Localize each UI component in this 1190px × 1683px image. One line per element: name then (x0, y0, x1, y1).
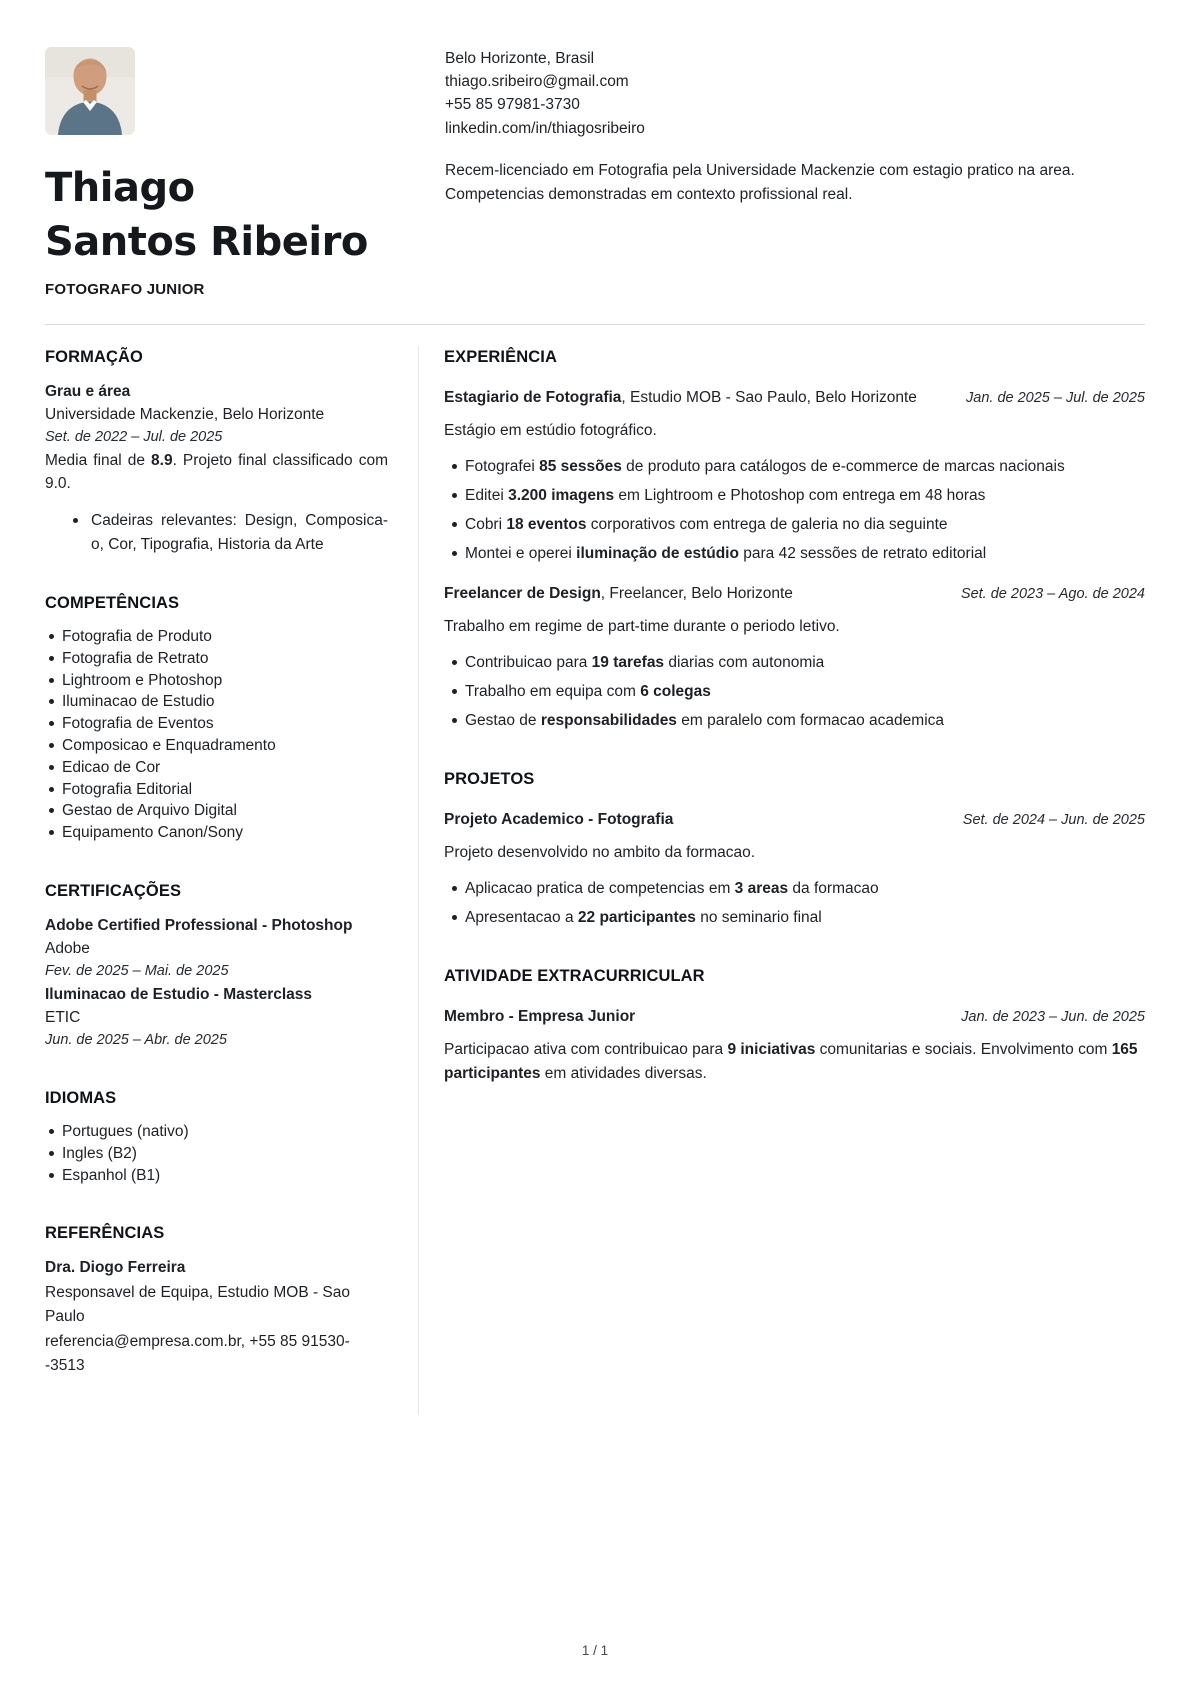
education-degree: Grau e área (45, 383, 131, 400)
left-column (45, 346, 388, 1415)
job-description: Estágio em estúdio fotográfico. (444, 422, 657, 439)
job-entry (444, 386, 1145, 565)
project-dates: Set. de 2024 – Jun. de 2025 (962, 812, 1145, 828)
skill-item: Edicao de Cor (45, 757, 388, 779)
education-description: Media final de 8.9. Projeto final classificado com 9.0. (45, 452, 388, 492)
project-bullet-item: Apresentacao a 22 participantes no seminario final (444, 906, 1145, 929)
reference-role: Responsavel de Equipa, Estudio MOB - Sao Paulo (45, 1283, 351, 1326)
header-divider (45, 324, 1145, 325)
atividade-heading: ATIVIDADE EXTRACURRICULAR (444, 967, 705, 985)
header-contact-block (445, 47, 1145, 301)
skill-item: Iluminacao de Estudio (45, 691, 388, 713)
job-dates: Jan. de 2025 – Jul. de 2025 (966, 390, 1145, 406)
page-indicator: 1 / 1 (581, 1643, 609, 1658)
certification-name: Adobe Certified Professional - Photoshop (45, 916, 353, 934)
experiencia-heading: EXPERIÊNCIA (444, 348, 557, 366)
project-header (444, 808, 1145, 832)
job-bullets (444, 651, 1145, 732)
language-item: Portugues (nativo) (45, 1121, 388, 1143)
contact-email: thiago.sribeiro@gmail.com (445, 73, 629, 91)
section-experiencia (444, 346, 1145, 732)
candidate-name (45, 161, 445, 269)
job-entry (444, 582, 1145, 732)
formacao-heading: FORMAÇÃO (45, 348, 143, 366)
identity-block (45, 47, 445, 301)
section-formacao (45, 346, 388, 556)
projetos-heading: PROJETOS (444, 770, 535, 788)
job-bullets (444, 455, 1145, 565)
activity-header (444, 1005, 1145, 1029)
activity-description: Participacao ativa com contribuicao para 9 iniciativas comunitarias e sociais. Envolvimento com 165 participantes em atividades diversas. (444, 1041, 1138, 1082)
languages-list (45, 1121, 388, 1186)
content-columns (45, 346, 1145, 1415)
contact-phone: +55 85 97981-3730 (445, 96, 580, 114)
certification-entry (45, 983, 388, 1051)
certificacoes-heading: CERTIFICAÇÕES (45, 881, 182, 900)
reference-name: Dra. Diogo Ferreira (45, 1259, 186, 1277)
job-bullet-item: Montei e operei iluminação de estúdio para 42 sessões de retrato editorial (444, 542, 1145, 565)
education-school: Universidade Mackenzie, Belo Horizonte (45, 406, 325, 423)
idiomas-heading: IDIOMAS (45, 1088, 117, 1107)
certification-dates: Fev. de 2025 – Mai. de 2025 (45, 962, 229, 979)
project-entry (444, 808, 1145, 929)
activity-entry (444, 1005, 1145, 1086)
job-bullet-item: Trabalho em equipa com 6 colegas (444, 680, 1145, 703)
job-title: Estagiario de Fotografia, Estudio MOB - Sao Paulo, Belo Horizonte (444, 389, 917, 406)
section-competencias (45, 592, 388, 844)
candidate-last-name: Santos Ribeiro (45, 219, 368, 265)
job-header (444, 582, 1145, 606)
activity-title: Membro - Empresa Junior (444, 1008, 636, 1025)
project-title: Projeto Academico - Fotografia (444, 811, 674, 828)
language-item: Ingles (B2) (45, 1143, 388, 1165)
contact-linkedin: linkedin.com/in/thiagosribeiro (445, 119, 645, 137)
project-description: Projeto desenvolvido no ambito da formacao. (444, 844, 756, 861)
education-dates: Set. de 2022 – Jul. de 2025 (45, 429, 223, 445)
competencias-heading: COMPETÊNCIAS (45, 594, 180, 612)
profile-photo (45, 47, 135, 135)
education-bullet-item: Cadeiras relevantes: Design, Composica-o, Cor, Tipografia, Historia da Arte (45, 509, 388, 556)
job-bullet-item: Editei 3.200 imagens em Lightroom e Photoshop com entrega em 48 horas (444, 484, 1145, 507)
project-bullet-item: Aplicacao pratica de competencias em 3 areas da formacao (444, 877, 1145, 900)
candidate-job-title: FOTOGRAFO JUNIOR (45, 281, 205, 298)
section-certificacoes (45, 880, 388, 1051)
certification-issuer: Adobe (45, 939, 90, 957)
job-dates: Set. de 2023 – Ago. de 2024 (960, 586, 1145, 602)
activity-dates: Jan. de 2023 – Jun. de 2025 (961, 1009, 1145, 1025)
education-bullets (45, 509, 388, 556)
contact-info (445, 47, 1145, 140)
skill-item: Fotografia de Produto (45, 626, 388, 648)
skill-item: Composicao e Enquadramento (45, 735, 388, 757)
section-projetos (444, 768, 1145, 929)
job-description: Trabalho em regime de part-time durante o periodo letivo. (444, 618, 840, 635)
skill-item: Fotografia de Eventos (45, 713, 388, 735)
right-column (418, 346, 1145, 1415)
page-footer (0, 1639, 1190, 1662)
job-header (444, 386, 1145, 410)
profile-photo-image (45, 47, 135, 135)
profile-summary: Recem-licenciado em Fotografia pela Universidade Mackenzie com estagio pratico na area. Competencias demonstradas em contexto profissional real. (445, 161, 1075, 203)
job-bullet-item: Fotografei 85 sessões de produto para catálogos de e-commerce de marcas nacionais (444, 455, 1145, 478)
reference-contact: referencia@empresa.com.br, +55 85 91530--3513 (45, 1332, 350, 1375)
section-referencias (45, 1222, 388, 1379)
skill-item: Lightroom e Photoshop (45, 670, 388, 692)
job-title: Freelancer de Design, Freelancer, Belo Horizonte (444, 585, 793, 602)
contact-location: Belo Horizonte, Brasil (445, 50, 595, 67)
certification-entry (45, 914, 388, 982)
job-bullet-item: Gestao de responsabilidades em paralelo com formacao academica (444, 709, 1145, 732)
candidate-first-name: Thiago (45, 165, 195, 211)
referencias-heading: REFERÊNCIAS (45, 1224, 165, 1243)
certification-dates: Jun. de 2025 – Abr. de 2025 (45, 1031, 227, 1048)
project-bullets (444, 877, 1145, 929)
skill-item: Fotografia Editorial (45, 779, 388, 801)
job-bullet-item: Cobri 18 eventos corporativos com entrega de galeria no dia seguinte (444, 513, 1145, 536)
section-idiomas (45, 1087, 388, 1186)
section-atividade-extracurricular (444, 965, 1145, 1086)
skill-item: Gestao de Arquivo Digital (45, 800, 388, 822)
job-bullet-item: Contribuicao para 19 tarefas diarias com autonomia (444, 651, 1145, 674)
certification-name: Iluminacao de Estudio - Masterclass (45, 985, 313, 1003)
certification-issuer: ETIC (45, 1008, 81, 1026)
language-item: Espanhol (B1) (45, 1165, 388, 1187)
skill-item: Equipamento Canon/Sony (45, 822, 388, 844)
skills-list (45, 626, 388, 844)
skill-item: Fotografia de Retrato (45, 648, 388, 670)
header (45, 47, 1145, 301)
